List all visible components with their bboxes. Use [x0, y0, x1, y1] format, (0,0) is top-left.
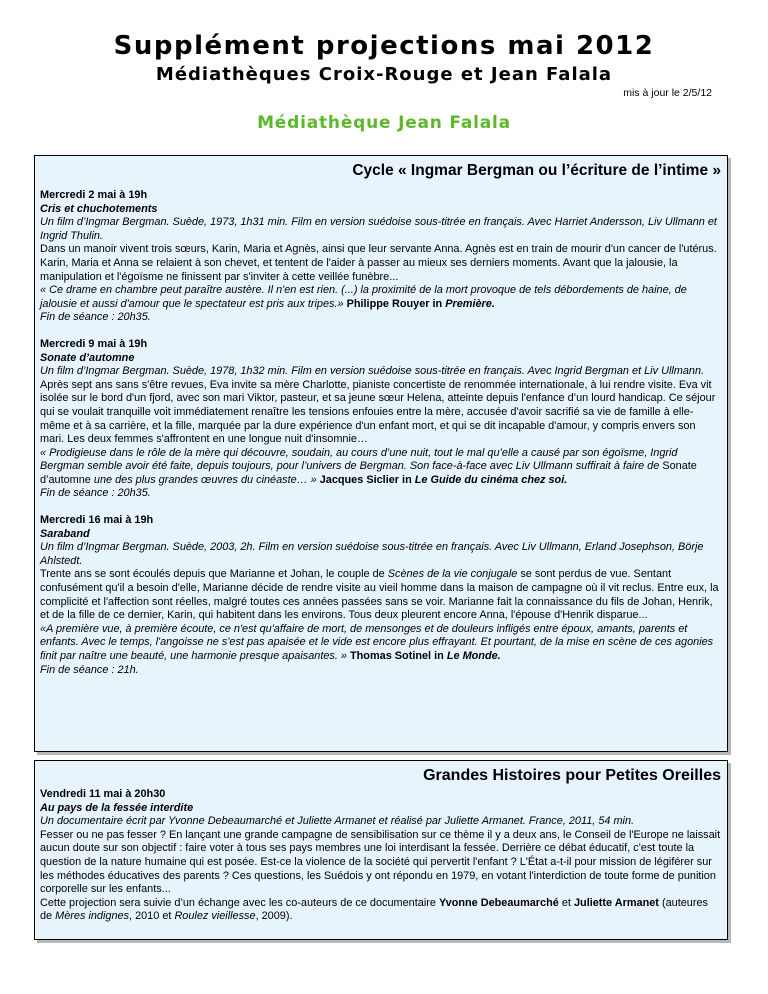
synopsis-start: Trente ans se sont écoulés depuis que Marianne et Johan, le couple de [40, 568, 385, 581]
follow-text: , 2010 et [129, 910, 172, 923]
screening-entry [40, 788, 721, 924]
film-title: Saraband [40, 527, 90, 540]
film-credits: Un film d’Ingmar Bergman. Suède, 1978, 1h32 min. Film en version suédoise sous-titrée en français. Avec Ingrid Bergman et Liv Ullmann. [40, 365, 705, 378]
follow-text: Cette projection sera suivie d’un échange avec les co-auteurs de ce documentaire [40, 896, 436, 909]
film-title: Au pays de la fessée interdite [40, 801, 194, 814]
follow-and: et [561, 896, 571, 909]
session-end: Fin de séance : 21h. [40, 663, 139, 676]
film-synopsis: Fesser ou ne pas fesser ? En lançant une grande campagne de sensibilisation sur ce thème il y a deux ans, le Conseil de l'Europe ne laissait aucun doute sur son objectif : faire voter à tous ses pays membres une loi interdisant la fessée. Derrière ce débat éducatif, c'est toute la question de la nature humaine qui est posée. Est-ce la violence de la société qui pervertit l'enfant ? L'État a-t-il pour mission de légiférer sur les méthodes éducatives des parents ? Ces questions, les Suédois y ont répondu en 1979, en votant l'interdiction de toute forme de punition corporelle sur les enfants... [40, 828, 721, 896]
screening-date: Mercredi 2 mai à 19h [40, 189, 148, 201]
cycle-title: Cycle « Ingmar Bergman ou l’écriture de l’intime » [352, 162, 721, 179]
page-title: Supplément projections mai 2012 [113, 31, 655, 61]
film-synopsis: Dans un manoir vivent trois sœurs, Karin, Maria et Agnès, ainsi que leur servante Anna. Agnès est en train de mourir d'un cancer de l'utérus. Karin, Maria et Anna se relaient à son chevet, et tentent de l'aider à passer au mieux ses derniers moments. Avant que la jalousie, la manipulation et l'égoïsme ne finissent par s'inviter à cette veillée funèbre... [40, 243, 717, 283]
quote-text: «A première vue, à première écoute, ce n'est qu'affaire de mort, de mensonges et de douleurs infligés entre époux, amants, parents et enfants. Avec le temps, l'angoisse ne s'est pas apaisée et le vide est encore plus effrayant. Et pourtant, de la mise en scène de ces agonies finit par naître une beauté, une harmonie presque apaisantes. » [40, 622, 714, 662]
synopsis-film-ref: Scènes de la vie conjugale [387, 568, 518, 581]
quote-film-title: Sonate d’automne [40, 460, 697, 486]
film-synopsis: Après sept ans sans s'être revues, Eva invite sa mère Charlotte, pianiste concertiste de renommée internationale, à lui rendre visite. Eva vit isolée sur le bord d'un fjord, avec son mari Viktor, pasteur, et sa jeune sœur Helena, atteinte depuis l'enfance d’un lourd handicap. Ce séjour qui se voulait tranquille voit immédiatement renaître les tensions enfouies entre la mère, accusée d'avoir sacrifié sa vie de famille à elle-même et à sa carrière, et la fille, marquée par la dure expérience d'un enfant mort, et qui se dit incapable d'amour, y compris envers son mari. Les deux femmes s'affrontent en une longue nuit d'insomnie… [40, 378, 716, 446]
kids-program-box [34, 760, 728, 940]
screening-entry [40, 514, 721, 677]
guest-name: Yvonne Debeaumarché [438, 896, 559, 909]
film-credits: Un film d’Ingmar Bergman. Suède, 1973, 1h31 min. Film en version suédoise sous-titrée en français. Avec Harriet Andersson, Liv Ullmann et Ingrid Thulin. [40, 216, 717, 242]
screening-entry [40, 338, 721, 501]
quote-author: Philippe Rouyer in [346, 297, 443, 310]
bergman-cycle-box [34, 155, 728, 752]
library-title: Médiathèque Jean Falala [257, 113, 511, 133]
follow-text: , 2009). [255, 910, 293, 923]
quote-source: Le Guide du cinéma chez soi. [414, 473, 568, 486]
press-quote [40, 623, 721, 664]
screening-date: Mercredi 16 mai à 19h [40, 514, 154, 527]
film-credits: Un film d’Ingmar Bergman. Suède, 2003, 2h. Film en version suédoise sous-titrée en français. Avec Liv Ullmann, Erland Josephson, Börje Ahlstedt. [40, 541, 704, 567]
update-date: mis à jour le 2/5/12 [623, 87, 712, 99]
film-title: Sonate d’automne [40, 351, 135, 364]
quote-author: Thomas Sotinel in [350, 650, 444, 662]
guest-name: Juliette Armanet [573, 896, 659, 909]
book-title: Roulez vieillesse [174, 910, 256, 923]
press-quote [40, 284, 721, 311]
follow-text: (auteures de [40, 896, 708, 923]
quote-source: Le Monde. [446, 650, 501, 662]
quote-text: « Prodigieuse dans le rôle de la mère qui découvre, soudain, au cours d’une nuit, tout le mal qu’elle a causé par son égoïsme, Ingrid Bergman semble avoir été faite, depuis toujours, pour l’univers de Bergman. Son face-à-face avec Liv Ullmann suffirait à faire de [40, 446, 678, 473]
film-synopsis [40, 568, 721, 622]
screening-date: Mercredi 9 mai à 19h [40, 337, 148, 350]
screening-entry [40, 189, 721, 325]
screening-date: Vendredi 11 mai à 20h30 [40, 788, 166, 800]
follow-up-note [40, 897, 721, 924]
session-end: Fin de séance : 20h35. [40, 311, 151, 324]
film-credits: Un documentaire écrit par Yvonne Debeaumarché et Juliette Armanet et réalisé par Juliette Armanet. France, 2011, 54 min. [40, 815, 635, 828]
page-subtitle: Médiathèques Croix-Rouge et Jean Falala [155, 64, 613, 85]
session-end: Fin de séance : 20h35. [40, 487, 151, 500]
quote-text-end: une des plus grandes œuvres du cinéaste… » [93, 473, 317, 486]
synopsis-rest: se sont perdus de vue. Sentant confusément qu'il a besoin d'elle, Marianne décide de rendre visite au vieil homme dans la maison de campagne où il vit reclus. Entre eux, la complicité et l'affection sont réelles, malgré toutes ces années passées sans se voir. Marianne fait la connaissance du fils de Johan, Henrik, et de la fille de ce dernier, Karin, qui habitent dans les environs. Tous deux pleurent encore Anna, l'épouse d'Henrik disparue... [40, 568, 719, 622]
book-title: Mères indignes [55, 910, 130, 923]
film-title: Cris et chuchotements [40, 202, 158, 215]
quote-source: Première. [445, 297, 495, 310]
quote-author: Jacques Siclier in [319, 473, 412, 486]
press-quote [40, 447, 721, 488]
kids-program-title: Grandes Histoires pour Petites Oreilles [423, 767, 721, 784]
quote-text: « Ce drame en chambre peut paraître austère. Il n'en est rien. (...) la proximité de la mort provoque de tels débordements de haine, de jalousie et aussi d'amour que le spectateur est pris aux tripes.» [40, 284, 687, 310]
